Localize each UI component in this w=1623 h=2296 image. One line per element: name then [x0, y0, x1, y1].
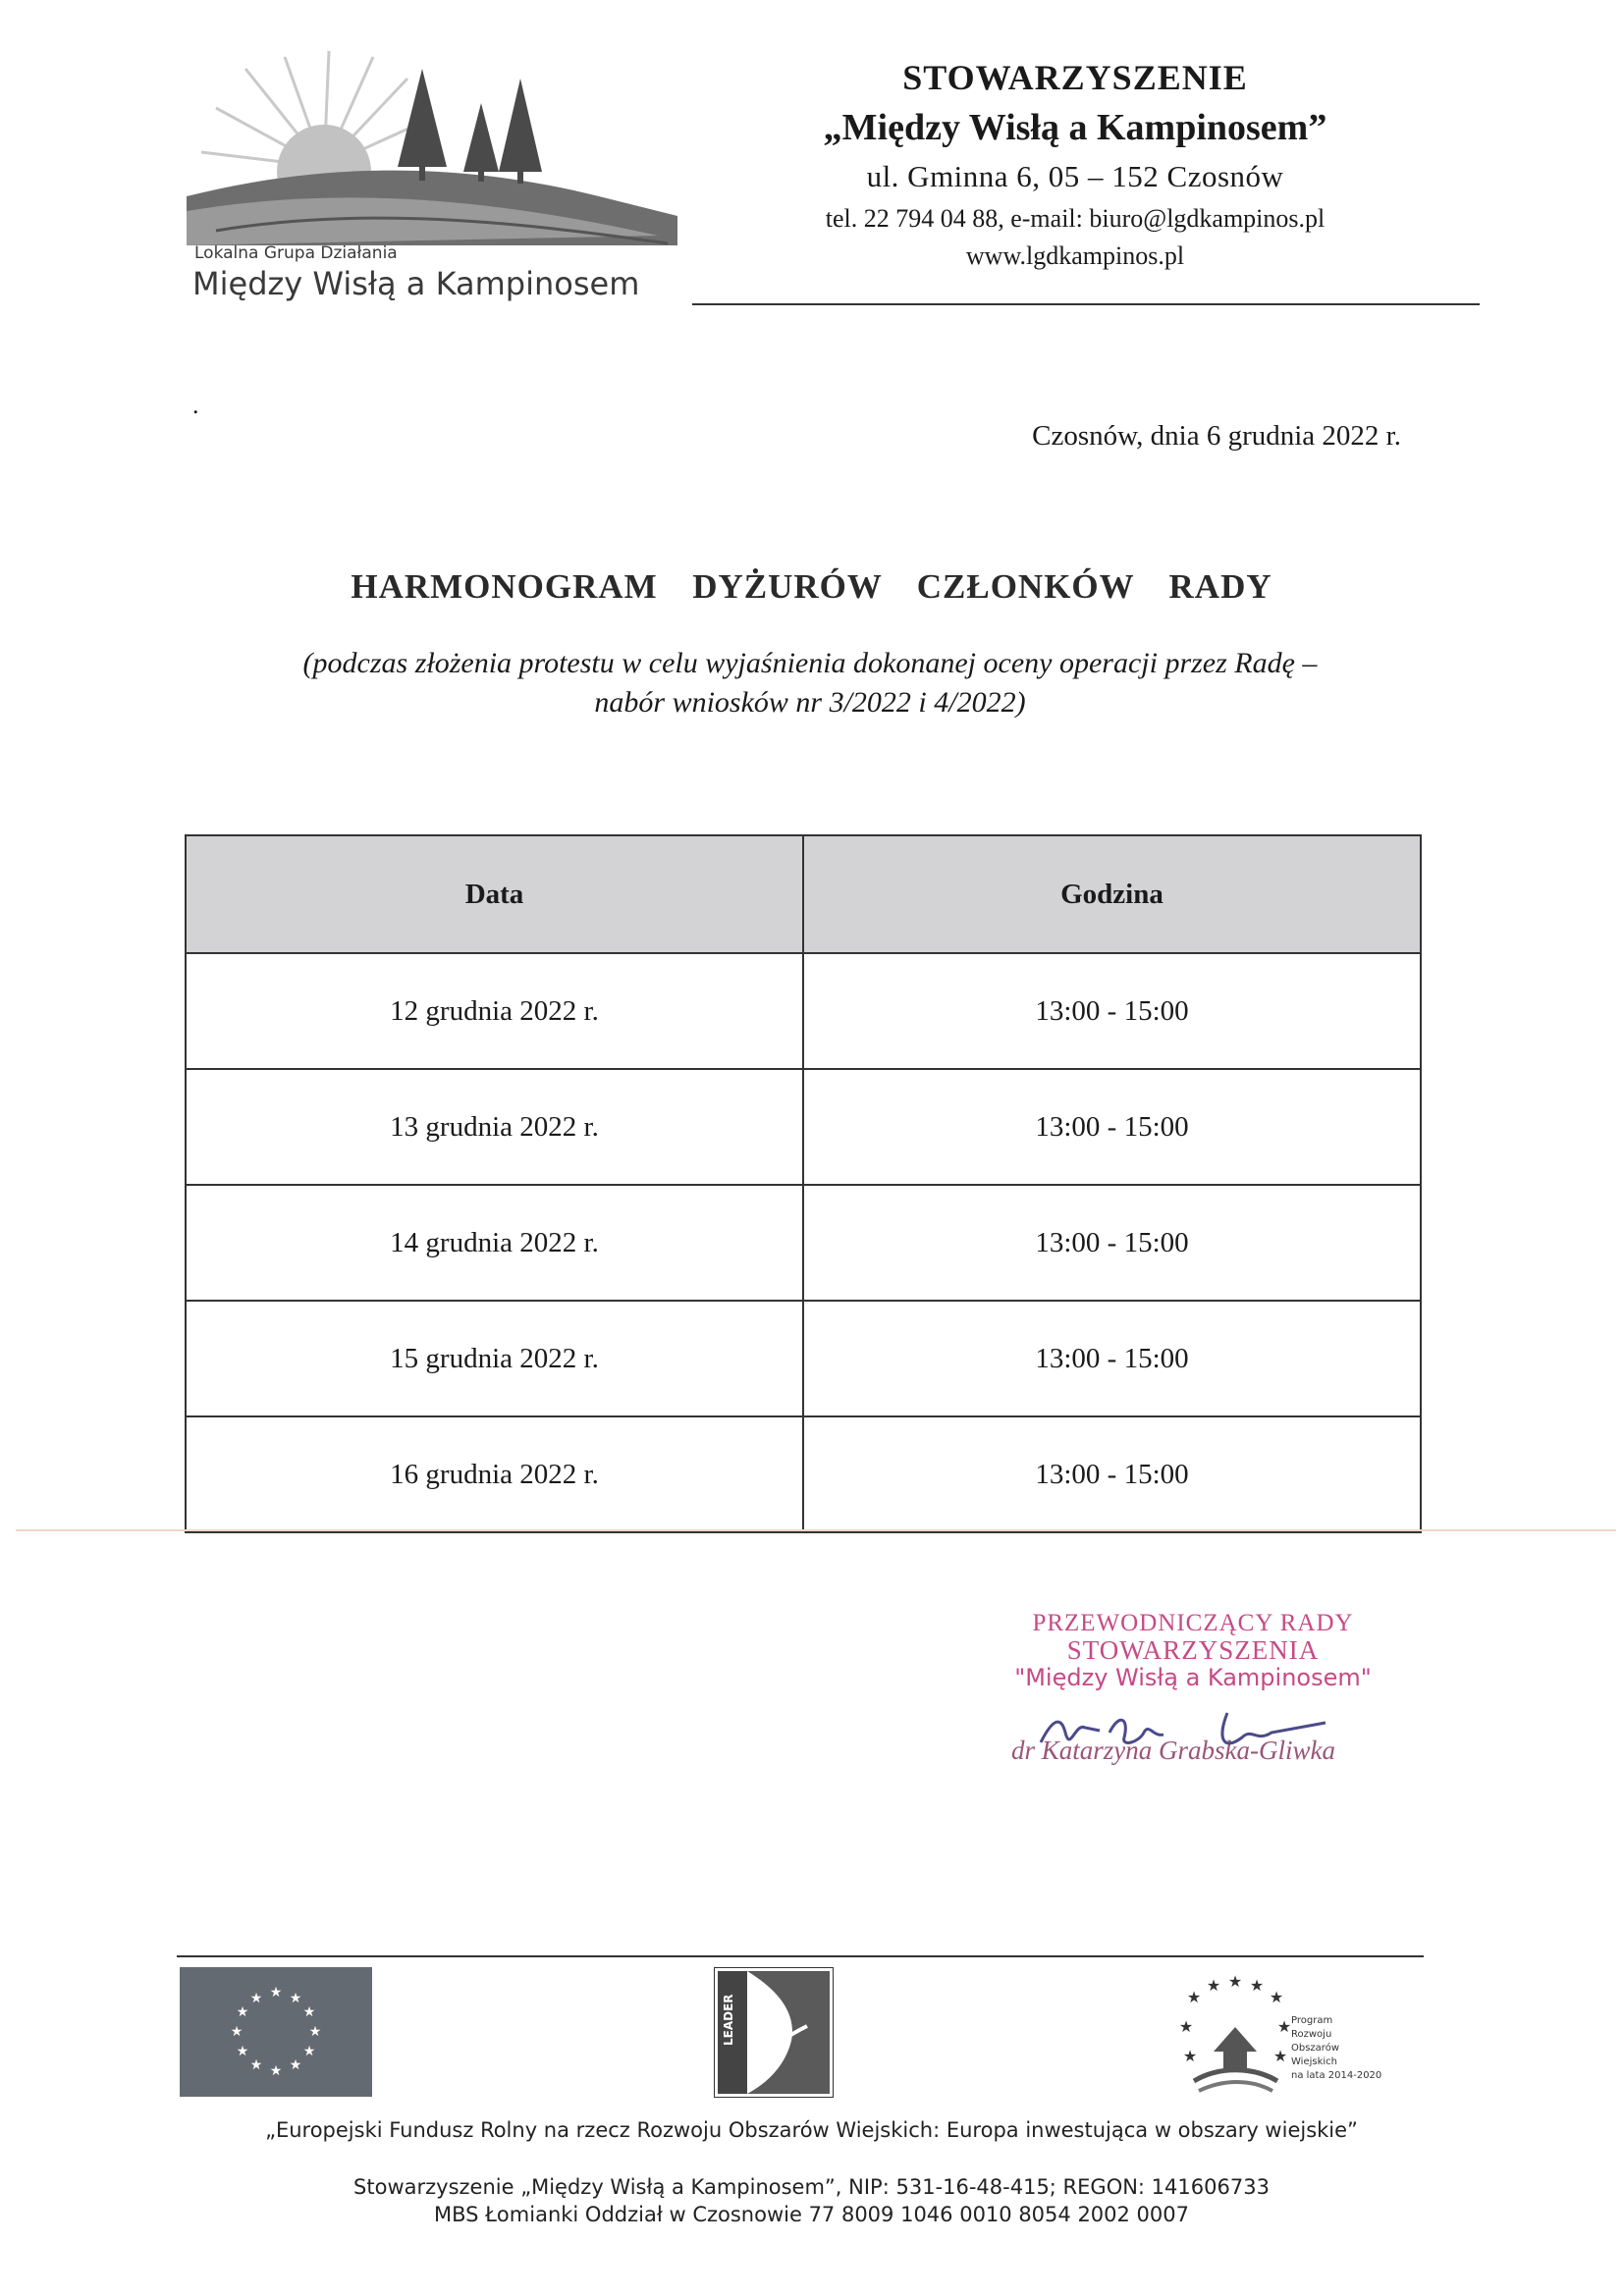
subtitle-line1: (podczas złożenia protestu w celu wyjaśnienia dokonanej oceny operacji przez Radę – [302, 647, 1318, 679]
leader-emblem-icon [714, 1967, 834, 2098]
footer-divider [177, 1955, 1424, 1957]
table-row [186, 1069, 1421, 1185]
svg-text:★: ★ [1186, 1988, 1202, 2006]
org-website: www.lgdkampinos.pl [965, 241, 1185, 270]
svg-text:★: ★ [302, 2044, 316, 2059]
date-cell: 15 grudnia 2022 r. [186, 1301, 803, 1416]
footer-org-line1: Stowarzyszenie „Między Wisłą a Kampinosem”, NIP: 531-16-48-415; REGON: 141606733 [353, 2175, 1270, 2199]
svg-text:★: ★ [269, 2063, 283, 2079]
stray-dot: . [192, 391, 199, 419]
stamp-line3: "Między Wisłą a Kampinosem" [1014, 1664, 1372, 1691]
prow-text-line: Rozwoju [1291, 2029, 1332, 2040]
time-cell: 13:00 - 15:00 [803, 953, 1421, 1069]
svg-text:★: ★ [1227, 1973, 1243, 1991]
prow-text [1291, 2014, 1381, 2083]
org-header [687, 51, 1463, 271]
footer-org-info [0, 2173, 1623, 2228]
svg-text:★: ★ [1276, 2017, 1292, 2036]
eu-stars-icon [180, 1967, 372, 2097]
prow-text-line: Wiejskich [1291, 2056, 1337, 2067]
eu-flag-logo [180, 1967, 372, 2097]
svg-text:★: ★ [1178, 2017, 1194, 2036]
date-cell: 14 grudnia 2022 r. [186, 1185, 803, 1301]
header-divider [692, 303, 1480, 305]
subtitle-line2: nabór wniosków nr 3/2022 i 4/2022) [594, 686, 1026, 719]
svg-text:★: ★ [1269, 1988, 1284, 2006]
time-cell: 13:00 - 15:00 [803, 1185, 1421, 1301]
svg-text:★: ★ [249, 2057, 263, 2073]
svg-text:★: ★ [249, 1991, 263, 2006]
prow-emblem-icon [1174, 1973, 1292, 2101]
svg-text:★: ★ [1206, 1976, 1221, 1995]
document-title: HARMONOGRAM DYŻURÓW CZŁONKÓW RADY [351, 567, 1272, 606]
svg-text:★: ★ [1182, 2047, 1198, 2065]
org-contact: tel. 22 794 04 88, e-mail: biuro@lgdkampinos.pl [825, 204, 1325, 233]
time-cell: 13:00 - 15:00 [803, 1416, 1421, 1532]
svg-text:★: ★ [1272, 2047, 1288, 2065]
svg-text:★: ★ [289, 1991, 302, 2006]
org-address: ul. Gminna 6, 05 – 152 Czosnów [866, 159, 1284, 193]
stamp-signatory-name: dr Katarzyna Grabska-Gliwka [1011, 1735, 1335, 1765]
stamp-line1: PRZEWODNICZĄCY RADY [1032, 1610, 1354, 1636]
faint-divider [16, 1529, 1616, 1531]
table-row [186, 1416, 1421, 1532]
schedule-table [185, 834, 1422, 1533]
svg-text:★: ★ [230, 2024, 243, 2040]
org-name-line1: STOWARZYSZENIE [902, 58, 1248, 97]
date-cell: 12 grudnia 2022 r. [186, 953, 803, 1069]
stamp-line2: STOWARZYSZENIA [1066, 1635, 1320, 1665]
column-header-date: Data [186, 835, 803, 953]
time-cell: 13:00 - 15:00 [803, 1301, 1421, 1416]
table-header-row [186, 835, 1421, 953]
leader-label: LEADER [722, 1994, 735, 2046]
date-cell: 13 grudnia 2022 r. [186, 1069, 803, 1185]
svg-text:★: ★ [1249, 1976, 1265, 1995]
svg-text:★: ★ [236, 2004, 249, 2020]
logo-small-text: Lokalna Grupa Działania [194, 243, 398, 263]
table-row [186, 1301, 1421, 1416]
sun-and-trees-icon [187, 49, 677, 245]
svg-text:★: ★ [302, 2004, 316, 2020]
handwritten-signature [1031, 1683, 1345, 1772]
prow-text-line: na lata 2014-2020 [1291, 2070, 1382, 2081]
date-cell: 16 grudnia 2022 r. [186, 1416, 803, 1532]
org-name-line2: „Między Wisłą a Kampinosem” [823, 107, 1327, 148]
footer-org-line2: MBS Łomianki Oddział w Czosnowie 77 8009 1046 0010 8054 2002 0007 [433, 2203, 1190, 2226]
svg-text:★: ★ [289, 2057, 302, 2073]
document-subtitle [196, 644, 1424, 722]
column-header-time: Godzina [803, 835, 1421, 953]
leader-logo [714, 1967, 834, 2098]
time-cell: 13:00 - 15:00 [803, 1069, 1421, 1185]
table-row [186, 1185, 1421, 1301]
svg-text:★: ★ [269, 1985, 283, 2001]
footer-quote: „Europejski Fundusz Rolny na rzecz Rozwoju Obszarów Wiejskich: Europa inwestująca w obszary wiejskie” [265, 2118, 1358, 2142]
svg-text:★: ★ [308, 2024, 322, 2040]
svg-text:★: ★ [236, 2044, 249, 2059]
lgd-logo [187, 49, 677, 304]
table-row [186, 953, 1421, 1069]
prow-text-line: Program [1291, 2015, 1333, 2026]
dateline: Czosnów, dnia 6 grudnia 2022 r. [1032, 420, 1401, 452]
prow-text-line: Obszarów [1291, 2043, 1339, 2054]
logo-big-text: Między Wisłą a Kampinosem [192, 265, 640, 302]
